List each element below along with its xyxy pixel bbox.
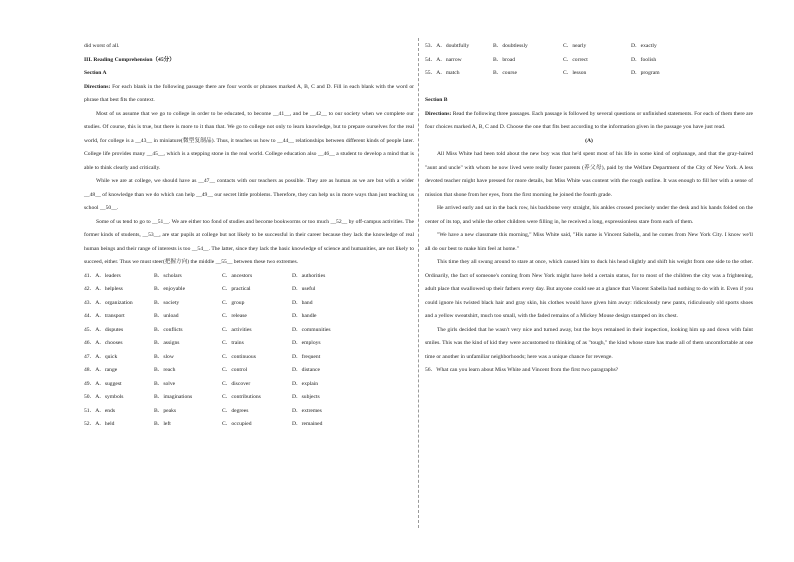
section-a-heading: Section A	[84, 70, 107, 76]
passage-paragraph-1: All Miss White had been told about the new boy was that he'd spent most of his life in some kind of orphanage, and that the gray-haired "aunt and uncle" with whom he now lived were really foster parents (养父母), paid by the Welfare Department of the City of New York. A less devoted teacher might have pressed for more details, but Miss White was content with the rough outline. It was enough to fill her with a sense of mission that shone from her eyes, from the first morning he joined the fourth grade.	[425, 151, 753, 198]
option-a: 52．A．held	[84, 421, 115, 427]
option-b: B．solve	[154, 380, 176, 387]
option-d: D．subjects	[292, 394, 320, 400]
option-a: 41．A．leaders	[84, 272, 121, 279]
directions-text: Read the following three passages. Each passage is followed by several questions or unfinished statements. For each of them there are four choices marked A, B, C and D. Choose the one that fits best according to the information given in the passage you have just read.	[425, 110, 753, 130]
option-b: B．broad	[493, 56, 516, 63]
cloze-paragraph-3: Some of us tend to go to __51__. We are either too fond of studies and become bookworms or too much __52__ by off-campus activities. The former kinds of students, __53__, are star pupils at college but not likely to be successful in their career because they lack the knowledge of real human beings and their range of interests is too __54__. The latter, since they lack the basic knowledge of science and humanities, are not likely to succeed, either. Thus we must steer(把握方向) the middle __55__ between these two extremes.	[84, 218, 414, 265]
option-row	[425, 67, 753, 81]
option-b: B．conflicts	[154, 326, 183, 333]
option-b: B．peaks	[154, 407, 177, 414]
option-row	[84, 297, 414, 311]
spacer	[425, 81, 753, 95]
option-c: C．control	[222, 367, 248, 373]
option-d: D．useful	[292, 286, 316, 292]
option-a: 42．A．helpless	[84, 286, 123, 292]
option-a: 53．A．doubtfully	[425, 43, 470, 49]
passage-paragraph-4: This time they all swung around to stare at once, which caused him to duck his head slightly and shift his weight from one side to the other. Ordinarily, the fact of someone's coming from New York might have held a certain status, for to most of the children the city was a frightening, adult place that swallowed up their fathers every day. But anyone could see at a glance that Vincent Sabella had nothing to do with it. Even if you could ignore his twisted black hair and gray skin, his clothes would have given him away: ridiculously new pants, ridiculously old sports shoes and a yellow sweatshirt, much too small, with the faded remains of a Mickey Mouse design stamped on its chest.	[425, 259, 753, 319]
option-a: 49．A．suggest	[84, 380, 122, 387]
option-d: D．program	[631, 70, 660, 76]
option-b: B．society	[154, 299, 180, 306]
option-c: C．continuous	[222, 353, 256, 360]
directions-text: For each blank in the following passage there are four words or phrases marked A, B, C and D. Fill in each blank with the word or phrase that best fits the context.	[84, 83, 414, 103]
section-b-heading: Section B	[425, 97, 448, 103]
cloze-paragraph-1: Most of us assume that we go to college in order to be educated, to become __41__, and be __42__ to our society when we complete our studies. Of course, this is true, but there is more to it than that. We go to college not only to learn knowledge, but to prepare ourselves for the real world, for college is a __43__ in miniature(微型复制品). Thus, it teaches us how to __44__ relationships between different kinds of people later. College life provides many __45__, which is a stepping stone in the real world. College education also __46__ a student to develop a mind that is able to think clearly and critically.	[84, 110, 414, 171]
option-row	[84, 418, 414, 432]
option-c: C．degrees	[222, 407, 249, 414]
text-line: did worst of all.	[84, 43, 120, 49]
option-row	[425, 40, 753, 54]
question-56: 56．What can you learn about Miss White and Vincent from the first two paragraphs?	[425, 367, 619, 373]
option-d: D．frequent	[292, 353, 321, 360]
option-d: D．authorities	[292, 272, 326, 279]
option-a: 50．A．symbols	[84, 394, 124, 400]
option-b: B．unload	[154, 313, 179, 319]
option-a: 44．A．transport	[84, 313, 125, 319]
options-list	[84, 270, 414, 432]
option-b: B．reach	[154, 367, 176, 373]
option-b: B．doubtlessly	[493, 43, 528, 49]
option-a: 46．A．chooses	[84, 340, 123, 346]
option-c: C．correct	[563, 56, 588, 63]
cloze-paragraph-2: While we are at college, we should have as __47__ contacts with our teachers as possible. They are as human as we are but with a wider __48__ of knowledge than we do which can help __49__ our secret little problems. Therefore, they can help us in more ways than just teaching us school __50__.	[84, 178, 414, 211]
option-b: B．course	[493, 70, 517, 76]
option-row	[84, 337, 414, 351]
option-b: B．scholars	[154, 272, 182, 279]
option-a: 54．A．narrow	[425, 56, 462, 63]
option-row	[84, 324, 414, 338]
option-d: D．band	[292, 299, 313, 306]
option-d: D．handle	[292, 313, 317, 319]
passage-paragraph-3: "We have a new classmate this morning," Miss White said, "His name is Vincent Sabella, and he comes from New York City. I know we'll all do our best to make him feel at home."	[425, 232, 753, 252]
section-title: III. Reading Comprehension（45分）	[84, 56, 175, 63]
option-b: B．slow	[154, 353, 174, 360]
option-a: 47．A．quick	[84, 353, 118, 360]
directions	[84, 81, 414, 108]
passage-label: (A)	[585, 137, 593, 144]
option-d: D．distance	[292, 367, 320, 373]
option-row	[84, 405, 414, 419]
option-c: C．discover	[222, 380, 251, 387]
directions-label: Directions:	[425, 110, 452, 117]
option-b: B．enjoyable	[154, 286, 186, 292]
directions	[425, 108, 753, 135]
option-row	[84, 378, 414, 392]
option-row	[425, 54, 753, 68]
passage-paragraph-2: He arrived early and sat in the back row, his backbone very straight, his ankles crossed precisely under the desk and his hands folded on the center of its top, and while the other children were filling in, he received a long, expressionless stare from each of them.	[425, 205, 753, 225]
left-column	[84, 40, 414, 432]
option-d: D．communities	[292, 326, 331, 333]
option-c: C．activities	[222, 326, 252, 333]
right-column	[425, 40, 753, 378]
option-c: C．ancestors	[222, 272, 253, 279]
option-d: D．explain	[292, 380, 319, 387]
option-c: C．practical	[222, 286, 251, 292]
passage-paragraph-5: The girls decided that he wasn't very nice and turned away, but the boys remained in their inspection, looking him up and down with faint smiles. This was the kind of kid they were accustomed to thinking of as "tough," the kind whose stare has made all of them uncomfortable at one time or another in unfamiliar neighborhoods; here was a unique chance for revenge.	[425, 326, 753, 360]
option-b: B．left	[154, 421, 171, 427]
option-d: D．extremes	[292, 407, 322, 414]
option-d: D．foolish	[631, 56, 657, 63]
option-row	[84, 270, 414, 284]
option-row	[84, 310, 414, 324]
option-c: C．contributions	[222, 394, 261, 400]
option-c: C．trains	[222, 340, 244, 346]
option-b: B．assigns	[154, 340, 180, 346]
option-c: C．release	[222, 313, 247, 319]
option-b: B．imaginations	[154, 394, 193, 400]
option-c: C．occupied	[222, 421, 252, 427]
option-row	[84, 391, 414, 405]
option-c: C．group	[222, 299, 245, 306]
option-c: C．lesson	[563, 70, 587, 76]
option-a: 48．A．range	[84, 367, 118, 373]
column-divider	[418, 38, 419, 528]
option-a: 51．A．ends	[84, 407, 116, 414]
option-a: 45．A．disputes	[84, 326, 124, 333]
option-row	[84, 283, 414, 297]
option-a: 55．A．match	[425, 70, 460, 76]
option-d: D．remained	[292, 421, 323, 427]
option-row	[84, 351, 414, 365]
options-list	[425, 40, 753, 81]
option-d: D．employs	[292, 340, 321, 346]
option-c: C．nearly	[563, 43, 587, 49]
option-a: 43．A．organization	[84, 299, 133, 306]
directions-label: Directions:	[84, 83, 111, 90]
option-d: D．exactly	[631, 43, 657, 49]
option-row	[84, 364, 414, 378]
